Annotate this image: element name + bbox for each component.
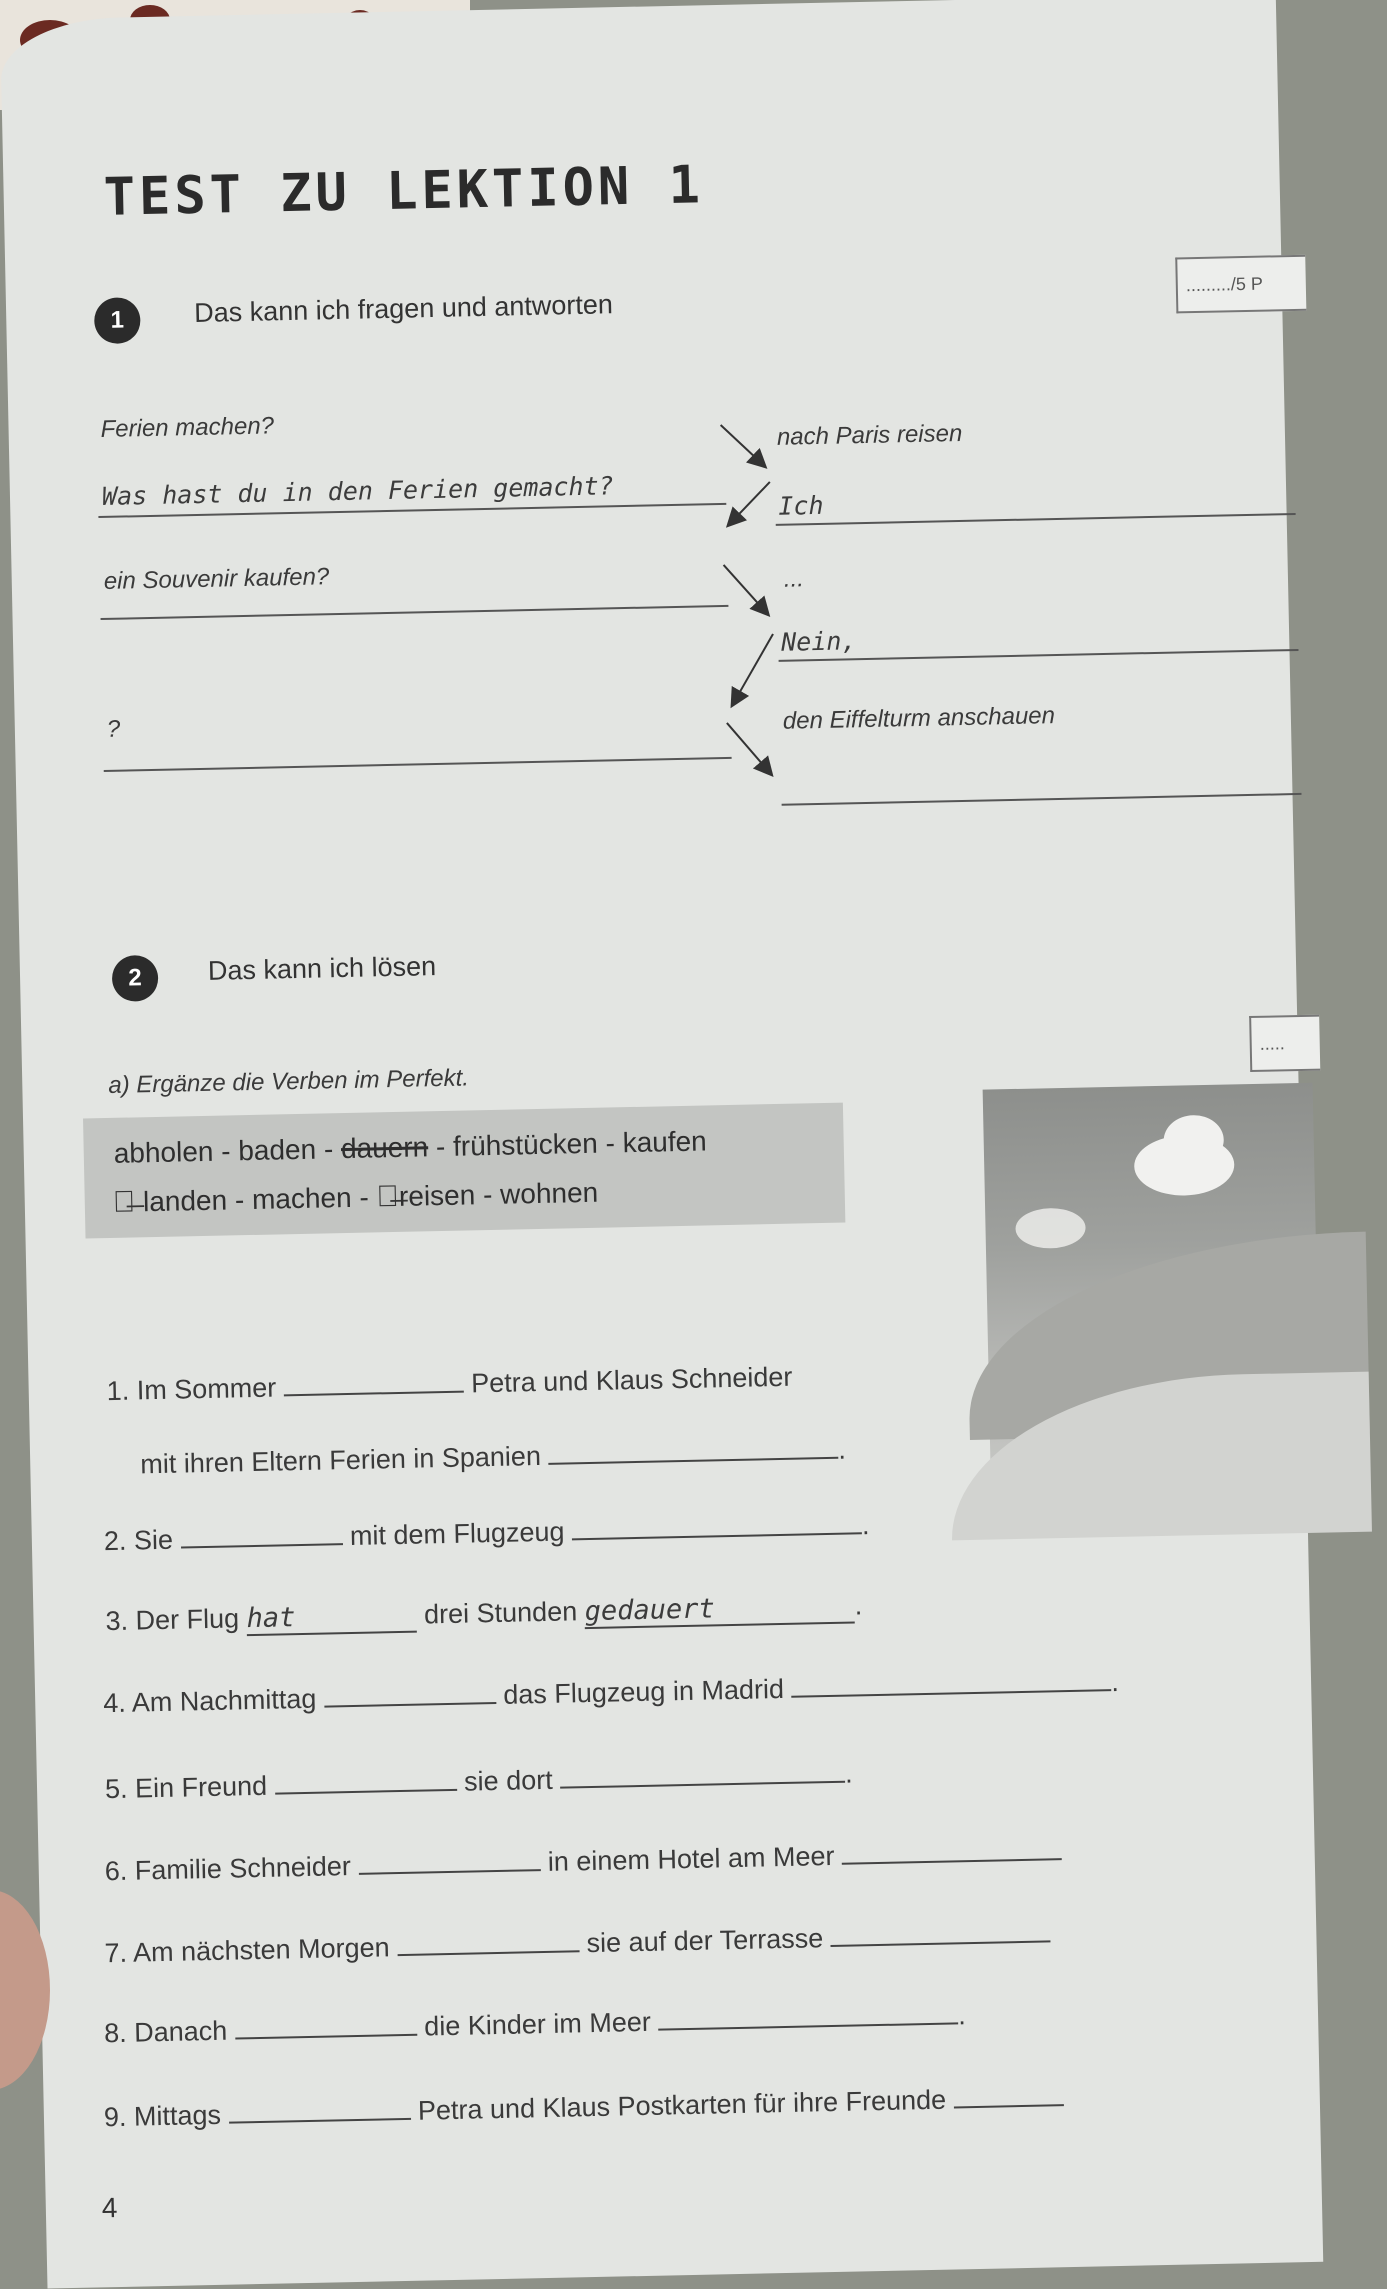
verb-word-box [83, 1103, 845, 1239]
item-5: 5. Ein Freund sie dort . [104, 1758, 853, 1805]
scribble-mark-icon: 卐̶ [112, 1185, 136, 1219]
answer-ich: Ich [778, 490, 824, 521]
item-1-line-1: 1. Im Sommer Petra und Klaus Schneider [106, 1361, 793, 1407]
item-6: 6. Familie Schneider in einem Hotel am Meer [104, 1836, 1062, 1887]
item-9-blank-2[interactable] [954, 2104, 1064, 2108]
item-2-blank-1[interactable] [181, 1543, 343, 1548]
prompt-paris-reisen: nach Paris reisen [776, 419, 963, 451]
prompt-ferien-machen: Ferien machen? [100, 412, 275, 443]
item-9: 9. Mittags Petra und Klaus Postkarten für ihre Freunde [104, 2082, 1064, 2133]
item-5-blank-2[interactable] [560, 1781, 845, 1789]
ellipsis: ... [783, 565, 805, 593]
section-2-number: 2 [112, 955, 159, 1002]
prompt-souvenir-kaufen: ein Souvenir kaufen? [103, 563, 330, 595]
item-7: 7. Am nächsten Morgen sie auf der Terrasse [104, 1918, 1051, 1969]
verb-row-2 [112, 1176, 598, 1220]
beach-photo [983, 1083, 1321, 1490]
verb-row-1 [113, 1125, 707, 1169]
item-6-blank-2[interactable] [842, 1858, 1062, 1865]
verbs-row1-part1: abholen - baden - [113, 1133, 342, 1169]
prompt-question-mark: ? [106, 715, 121, 743]
item-1-line-2: mit ihren Eltern Ferien in Spanien . [139, 1434, 847, 1480]
item-2-blank-2[interactable] [572, 1532, 862, 1540]
item-1-blank-1[interactable] [284, 1391, 464, 1397]
prompt-eiffelturm-anschauen: den Eiffelturm anschauen [782, 702, 1056, 735]
item-4-blank-1[interactable] [324, 1702, 496, 1708]
item-8-blank-2[interactable] [658, 2022, 958, 2030]
answer-ferien-gemacht: Was hast du in den Ferien gemacht? [101, 471, 614, 511]
section-2-points: ..... [1249, 1015, 1320, 1072]
item-8: 8. Danach die Kinder im Meer . [103, 2000, 967, 2049]
instruction-text: a) Ergänze die Verben im Perfekt. [108, 1064, 470, 1099]
item-9-blank-1[interactable] [229, 2118, 411, 2124]
page-number: 4 [101, 2192, 118, 2224]
item-2: 2. Sie mit dem Flugzeug . [103, 1510, 870, 1557]
item-3-fill-hat[interactable]: hat [246, 1600, 417, 1637]
scribble-mark-icon: 卐̶ [376, 1179, 400, 1214]
section-1-points: ........./5 P [1175, 255, 1306, 314]
item-1-blank-2[interactable] [549, 1457, 839, 1465]
item-6-blank-1[interactable] [359, 1869, 541, 1875]
verb-struck-dauern: dauern [340, 1131, 429, 1165]
item-5-blank-1[interactable] [275, 1789, 457, 1795]
section-1-title: Das kann ich fragen und antworten [193, 289, 614, 328]
dialogue-arrows [0, 0, 1295, 920]
item-3-fill-gedauert[interactable]: gedauert [584, 1590, 855, 1629]
section-1-number: 1 [94, 297, 141, 344]
item-7-blank-2[interactable] [831, 1940, 1051, 1947]
item-4-blank-2[interactable] [792, 1689, 1112, 1698]
verbs-row2-part1: landen - machen - [142, 1181, 377, 1218]
verbs-row2-part2: reisen - wohnen [398, 1176, 599, 1212]
item-4: 4. Am Nachmittag das Flugzeug in Madrid . [102, 1666, 1120, 1719]
item-8-blank-1[interactable] [235, 2034, 417, 2040]
verbs-row1-part2: - frühstücken - kaufen [427, 1125, 708, 1163]
item-3: 3. Der Flug hat drei Stunden gedauert . [105, 1590, 863, 1637]
answer-nein: Nein, [780, 626, 857, 657]
item-7-blank-1[interactable] [397, 1950, 579, 1956]
section-2-title: Das kann ich lösen [207, 951, 437, 986]
page-title: TEST ZU LEKTION 1 [103, 155, 705, 228]
